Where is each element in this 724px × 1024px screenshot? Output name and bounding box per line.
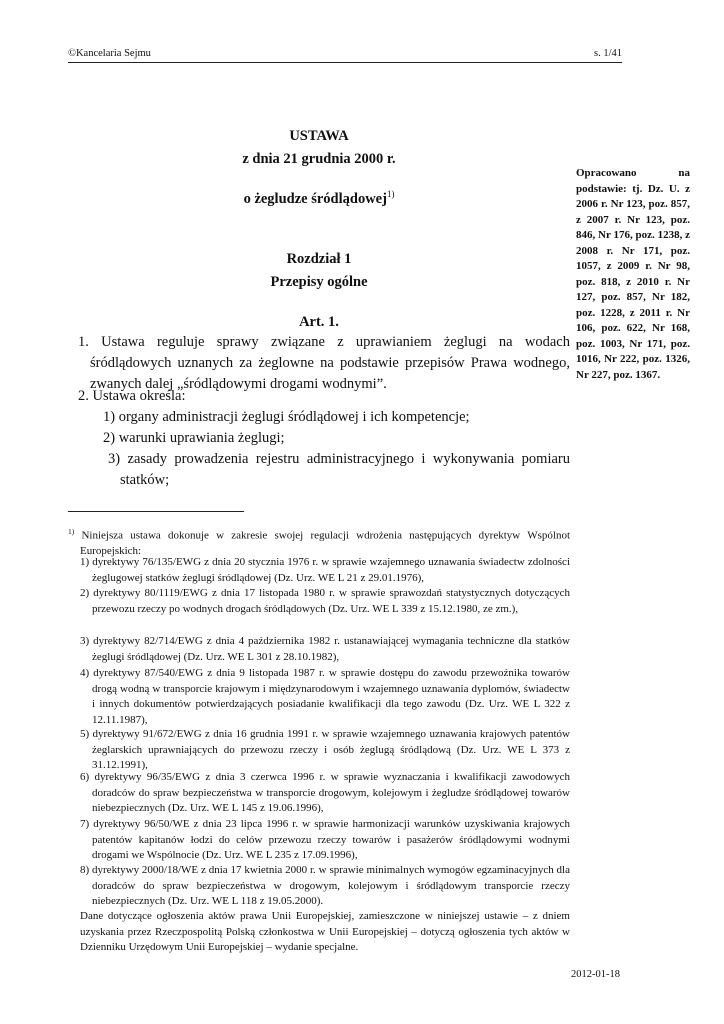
footnote-item: 3) dyrektywy 82/714/EWG z dnia 4 października 1982 r. ustanawiającej wymagania techniczne dla statków żeglugi śródlądowej (Dz. Urz. WE L 301 z 28.10.1982), bbox=[80, 635, 570, 663]
paragraph-1: 1. Ustawa reguluje sprawy związane z uprawianiem żeglugi na wodach śródlądowych uznanych za żeglowne na podstawie przepisów Prawa wodnego, zwanych dalej „śródlądowymi drogami wodnymi”. bbox=[78, 334, 570, 392]
footnote-item: 7) dyrektywy 96/50/WE z dnia 23 lipca 1996 r. w sprawie harmonizacji warunków uzyskiwania krajowych patentów kapitanów łodzi do celów przewozu rzeczy towarów i pasażerów śródlądowymi wodnymi drogami we Wspólnocie (Dz. Urz. WE L 235 z 17.09.1996), bbox=[80, 818, 570, 861]
act-title-text: o żegludze śródlądowej bbox=[243, 190, 387, 207]
act-date: z dnia 21 grudnia 2000 r. bbox=[242, 151, 396, 167]
footnote-item: 2) dyrektywy 80/1119/EWG z dnia 17 listopada 1980 r. w sprawie sprawozdań statystycznych dotyczących przewozu rzeczy po wodnych drogach śródlądowych (Dz. Urz. WE L 339 z 15.12.1980, ze zm.), bbox=[80, 587, 570, 615]
list-item: 3) zasady prowadzenia rejestru administracyjnego i wykonywania pomiaru statków; bbox=[108, 451, 570, 488]
footnote-mark: 1) bbox=[68, 527, 75, 536]
footnote-item: 5) dyrektywy 91/672/EWG z dnia 16 grudnia 1991 r. w sprawie wzajemnego uznawania krajowych patentów żeglarskich uprawniających do przewozu rzeczy i osób żeglugą śródlądową (Dz. Urz. WE L 373 z 31.12.1991), bbox=[80, 728, 570, 771]
page-number: s. 1/41 bbox=[593, 48, 622, 59]
page-footer-date: 2012-01-18 bbox=[571, 969, 620, 980]
article-number: Art. 1. bbox=[299, 314, 339, 330]
footnote-item: 6) dyrektywy 96/35/EWG z dnia 3 czerwca 1996 r. w sprawie wyznaczania i kwalifikacji zawodowych doradców do spraw bezpieczeństwa w transporcie drogowym, kolejowym i żegludze śródlądowej towarów niebezpiecznych (Dz. Urz. WE L 145 z 19.06.1996), bbox=[80, 771, 570, 814]
publisher-label: ©Kancelaria Sejmu bbox=[68, 48, 151, 59]
list-item: 1) organy administracji żeglugi śródlądowej i ich kompetencje; bbox=[103, 409, 470, 425]
title-footnote-ref[interactable]: 1) bbox=[386, 189, 395, 199]
footnote-intro-text: Niniejsza ustawa dokonuje w zakresie swojej regulacji wdrożenia następujących dyrektyw Wspólnot Europejskich: bbox=[80, 529, 571, 558]
footnote-item: 8) dyrektywy 2000/18/WE z dnia 17 kwietnia 2000 r. w sprawie minimalnych wymogów egzaminacyjnych dla doradców do spraw bezpieczeństwa w drogowym, kolejowym i śródlądowym transporcie rzeczy niebezpiecznych (Dz. Urz. WE L 118 z 19.05.2000). bbox=[80, 864, 570, 907]
footnote-closing: Dane dotyczące ogłoszenia aktów prawa Unii Europejskiej, zamieszczone w niniejszej ustawie – z dniem uzyskania przez Rzeczpospolitą Polską członkostwa w Unii Europejskiej – dotyczą ogłoszenia tych aktów w Dzienniku Urzędowym Unii Europejskiej – wydanie specjalne. bbox=[80, 910, 570, 953]
chapter-number: Rozdział 1 bbox=[286, 251, 352, 267]
page-header bbox=[68, 46, 622, 63]
footnote-item: 4) dyrektywy 87/540/EWG z dnia 9 listopada 1987 r. w sprawie dostępu do zawodu przewoźnika towarów drogą wodną w transporcie krajowym i międzynarodowym i wzajemnego uznawania dyplomów, świadectw i innych dokumentów potwierdzających posiadanie kwalifikacji dla tego zawodu (Dz. Urz. WE L 322 z 12.11.1987), bbox=[80, 667, 570, 726]
chapter-title: Przepisy ogólne bbox=[270, 274, 368, 290]
list-item: 2) warunki uprawiania żeglugi; bbox=[103, 430, 285, 446]
paragraph-2: 2. Ustawa określa: bbox=[78, 388, 186, 404]
footnote-item: 1) dyrektywy 76/135/EWG z dnia 20 stycznia 1976 r. w sprawie wzajemnego uznawania świadectw zdolności żeglugowej statków żeglugi śródlądowej (Dz. Urz. WE L 21 z 29.01.1976), bbox=[80, 556, 570, 584]
act-title bbox=[68, 189, 570, 208]
footnote-separator bbox=[68, 511, 244, 512]
act-type: USTAWA bbox=[289, 128, 349, 144]
source-side-note: Opracowano na podstawie: tj. Dz. U. z 2006 r. Nr 123, poz. 857, z 2007 r. Nr 123, poz. 846, Nr 176, poz. 1238, z 2008 r. Nr 171, poz. 1057, z 2009 r. Nr 98, poz. 818, z 2010 r. Nr 127, poz. 857, Nr 182, poz. 1228, z 2011 r. Nr 106, poz. 622, Nr 168, poz. 1003, Nr 171, poz. 1016, Nr 222, poz. 1326, Nr 227, poz. 1367. bbox=[576, 167, 690, 381]
